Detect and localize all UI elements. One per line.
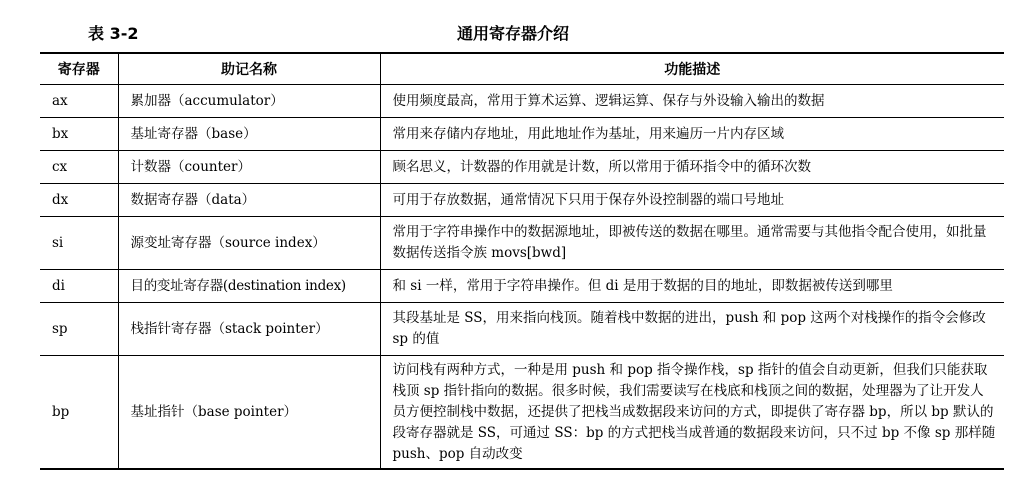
description-cell: 和 si 一样，常用于字符串操作。但 di 是用于数据的目的地址，即数据被传送到哪里 [380,270,1004,303]
description-cell: 访问栈有两种方式，一种是用 push 和 pop 指令操作栈，sp 指针的值会自动更新，但我们只能获取栈顶 sp 指针指向的数据。很多时候，我们需要读写在栈底和栈顶之间的数据，处理器为了让开发人员方便控制栈中数据，还提供了把栈当成数据段来访问的方式，即提供了寄存器 bp，所以 bp 默认的段寄存器就是 SS，可通过 SS：bp 的方式把栈当成普通的数据段来访问，只不过 bp 不像 sp 那样随 push、pop 自动改变 [380,356,1004,470]
mnemonic-cell: 源变址寄存器（source index） [118,217,380,270]
register-cell: dx [40,184,118,217]
table-row [40,217,1004,270]
table-row [40,303,1004,356]
register-cell: bx [40,118,118,151]
header-register: 寄存器 [40,53,118,85]
mnemonic-cell: 累加器（accumulator） [118,85,380,118]
mnemonic-cell: 栈指针寄存器（stack pointer） [118,303,380,356]
register-table [40,52,1004,470]
description-cell: 可用于存放数据，通常情况下只用于保存外设控制器的端口号地址 [380,184,1004,217]
table-row [40,356,1004,470]
register-cell: ax [40,85,118,118]
table-header-row [40,53,1004,85]
description-cell: 顾名思义，计数器的作用就是计数，所以常用于循环指令中的循环次数 [380,151,1004,184]
table-title: 通用寄存器介绍 [456,24,569,43]
description-cell: 常用来存储内存地址，用此地址作为基址，用来遍历一片内存区域 [380,118,1004,151]
header-description: 功能描述 [380,53,1004,85]
register-cell: sp [40,303,118,356]
register-cell: cx [40,151,118,184]
mnemonic-cell: 基址指针（base pointer） [118,356,380,470]
register-cell: si [40,217,118,270]
table-row [40,118,1004,151]
description-cell: 常用于字符串操作中的数据源地址，即被传送的数据在哪里。通常需要与其他指令配合使用，如批量数据传送指令族 movs[bwd] [380,217,1004,270]
header-mnemonic: 助记名称 [118,53,380,85]
mnemonic-cell: 数据寄存器（data） [118,184,380,217]
register-cell: bp [40,356,118,470]
table-number: 表 3-2 [88,24,139,43]
table-row [40,151,1004,184]
table-row [40,85,1004,118]
table-row [40,184,1004,217]
mnemonic-cell: 基址寄存器（base） [118,118,380,151]
table-caption [0,22,1022,46]
mnemonic-cell: 目的变址寄存器(destination index) [118,270,380,303]
description-cell: 使用频度最高，常用于算术运算、逻辑运算、保存与外设输入输出的数据 [380,85,1004,118]
table-row [40,270,1004,303]
mnemonic-cell: 计数器（counter） [118,151,380,184]
register-cell: di [40,270,118,303]
description-cell: 其段基址是 SS，用来指向栈顶。随着栈中数据的进出，push 和 pop 这两个对栈操作的指令会修改 sp 的值 [380,303,1004,356]
